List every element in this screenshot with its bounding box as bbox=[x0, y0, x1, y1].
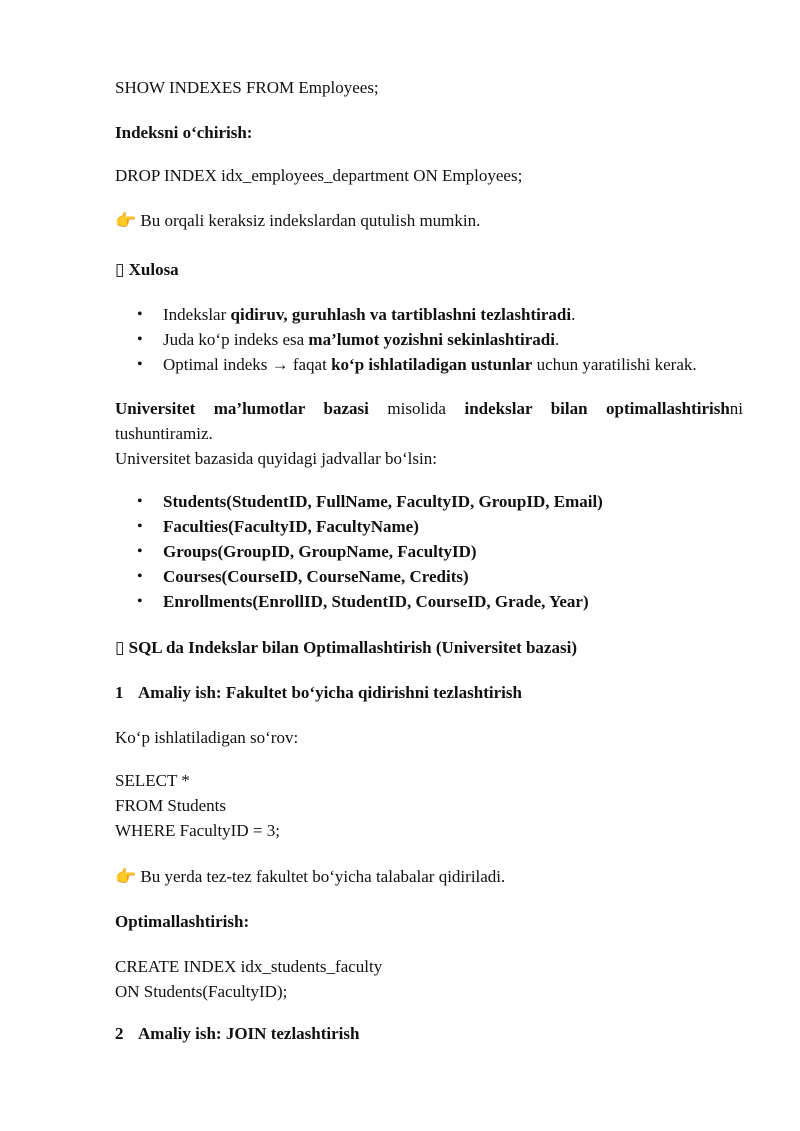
intro-paragraph-line2: tushuntiramiz. bbox=[115, 424, 213, 443]
intro-paragraph: Universitet ma’lumotlar bazasi misolida indekslar bilan optimallashtirishni bbox=[115, 399, 744, 418]
pointing-hand-icon: 👉 bbox=[115, 211, 137, 230]
bullet-icon: • bbox=[137, 543, 143, 560]
bullet-icon: • bbox=[137, 593, 143, 610]
tables-intro: Universitet bazasida quyidagi jadvallar bo‘lsin: bbox=[115, 449, 437, 468]
exercise-1-heading: 1 Amaliy ish: Fakultet bo‘yicha qidirishni tezlashtirish bbox=[115, 683, 522, 702]
summary-item: • Indekslar qidiruv, guruhlash va tartiblashni tezlashtiradi. bbox=[0, 303, 800, 327]
note-text: Bu orqali keraksiz indekslardan qutulish mumkin. bbox=[140, 211, 481, 230]
bullet-icon: • bbox=[137, 493, 143, 510]
sql-drop-index: DROP INDEX idx_employees_department ON Employees; bbox=[115, 166, 523, 185]
section-heading: ▯ SQL da Indekslar bilan Optimallashtirish (Universitet bazasi) bbox=[115, 638, 577, 657]
table-item: • Courses(CourseID, CourseName, Credits) bbox=[0, 565, 800, 589]
exercise-2-heading: 2 Amaliy ish: JOIN tezlashtirish bbox=[115, 1024, 360, 1043]
optimization-heading: Optimallashtirish: bbox=[115, 912, 250, 931]
sql-select-line: SELECT * bbox=[115, 771, 190, 790]
summary-item: • Optimal indeks → faqat ko‘p ishlatiladigan ustunlar uchun yaratilishi kerak. bbox=[0, 353, 800, 377]
bullet-icon: • bbox=[137, 306, 143, 323]
section-icon: ▯ bbox=[115, 638, 125, 657]
frequent-query-label: Ko‘p ishlatiladigan so‘rov: bbox=[115, 728, 299, 747]
table-item: • Students(StudentID, FullName, FacultyID, GroupID, Email) bbox=[0, 490, 800, 514]
sql-show-indexes: SHOW INDEXES FROM Employees; bbox=[115, 78, 379, 97]
summary-item: • Juda ko‘p indeks esa ma’lumot yozishni sekinlashtiradi. bbox=[0, 328, 800, 352]
bullet-icon: • bbox=[137, 568, 143, 585]
check-icon: ▯ bbox=[115, 260, 125, 279]
heading-drop-index: Indeksni o‘chirish: bbox=[115, 123, 253, 142]
sql-where-line: WHERE FacultyID = 3; bbox=[115, 821, 280, 840]
sql-create-index-line: CREATE INDEX idx_students_faculty bbox=[115, 957, 383, 976]
sql-from-line: FROM Students bbox=[115, 796, 226, 815]
summary-heading bbox=[115, 258, 179, 282]
pointing-hand-icon: 👉 bbox=[115, 867, 137, 886]
note-faculty-search: 👉 Bu yerda tez-tez fakultet bo‘yicha talabalar qidiriladi. bbox=[115, 867, 506, 886]
bullet-icon: • bbox=[137, 356, 143, 373]
table-item: • Enrollments(EnrollID, StudentID, CourseID, Grade, Year) bbox=[0, 590, 800, 614]
sql-on-line: ON Students(FacultyID); bbox=[115, 982, 288, 1001]
bullet-icon: • bbox=[137, 518, 143, 535]
table-item: • Groups(GroupID, GroupName, FacultyID) bbox=[0, 540, 800, 564]
bullet-icon: • bbox=[137, 331, 143, 348]
note-drop-index bbox=[115, 209, 480, 233]
table-item: • Faculties(FacultyID, FacultyName) bbox=[0, 515, 800, 539]
summary-title: Xulosa bbox=[128, 260, 179, 279]
